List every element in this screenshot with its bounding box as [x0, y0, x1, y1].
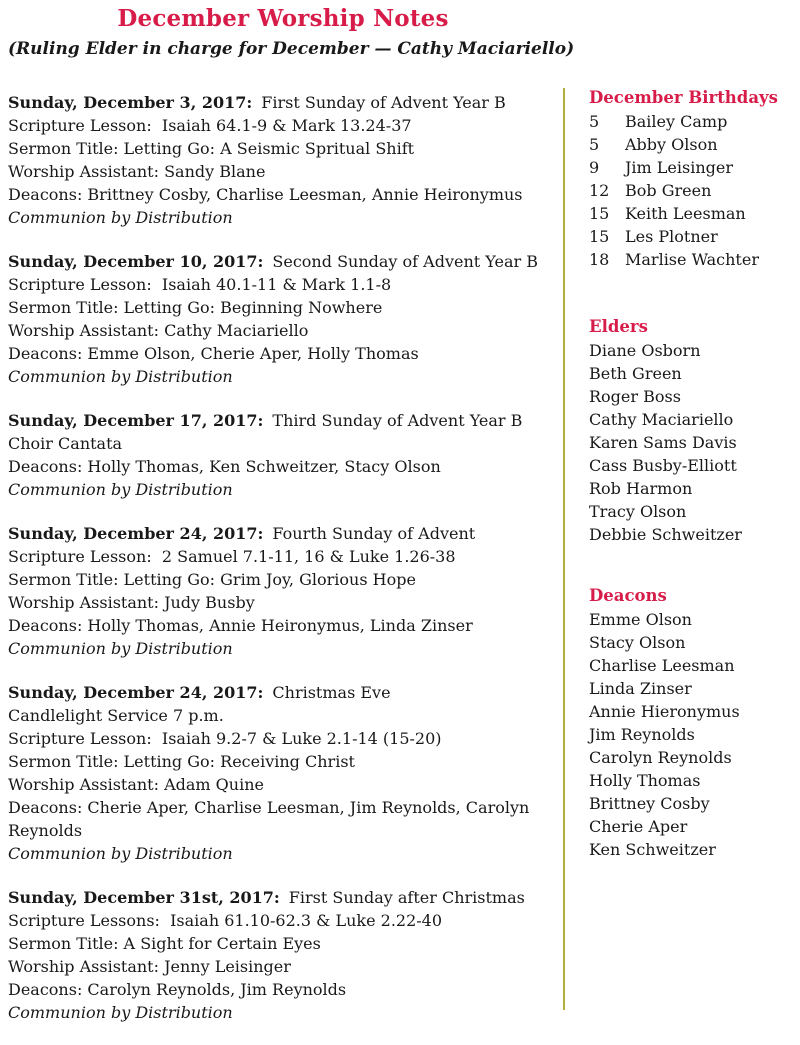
birthday-row — [589, 225, 795, 248]
deacon-name: Holly Thomas — [589, 771, 701, 790]
birthday-name: Marlise Wachter — [625, 250, 759, 269]
service-title: First Sunday of Advent Year B — [261, 93, 506, 112]
elders-heading: Elders — [589, 317, 648, 336]
service-entry — [8, 91, 558, 229]
service-entry — [8, 886, 558, 1024]
service-detail-line: Worship Assistant: Sandy Blane — [8, 162, 266, 181]
service-date: Sunday, December 17, 2017: — [8, 411, 264, 430]
service-detail-line: Sermon Title: Letting Go: Grim Joy, Glorious Hope — [8, 570, 416, 589]
deacon-name: Linda Zinser — [589, 679, 692, 698]
deacon-name: Carolyn Reynolds — [589, 748, 732, 767]
service-entry — [8, 522, 558, 660]
birthdays-heading: December Birthdays — [589, 88, 778, 107]
service-detail-line: Sermon Title: Letting Go: A Seismic Spritual Shift — [8, 139, 415, 158]
service-detail-line: Worship Assistant: Cathy Maciariello — [8, 321, 309, 340]
service-title: Third Sunday of Advent Year B — [272, 411, 523, 430]
service-detail-line: Candlelight Service 7 p.m. — [8, 706, 224, 725]
column-divider-rule — [563, 88, 565, 1010]
service-entry — [8, 409, 558, 501]
service-detail-line: Scripture Lesson: Isaiah 9.2-7 & Luke 2.1-14 (15-20) — [8, 729, 442, 748]
service-heading — [8, 681, 558, 704]
service-detail-line: Deacons: Brittney Cosby, Charlise Leesman, Annie Heironymus — [8, 185, 523, 204]
birthdays-section — [589, 86, 795, 271]
service-title: Fourth Sunday of Advent — [272, 524, 476, 543]
service-heading — [8, 409, 558, 432]
deacon-name: Cherie Aper — [589, 817, 688, 836]
elder-name: Roger Boss — [589, 387, 681, 406]
deacon-name: Ken Schweitzer — [589, 840, 716, 859]
deacon-name: Brittney Cosby — [589, 794, 710, 813]
communion-note: Communion by Distribution — [8, 844, 233, 863]
deacons-section — [589, 584, 795, 861]
communion-note: Communion by Distribution — [8, 367, 233, 386]
service-date: Sunday, December 10, 2017: — [8, 252, 264, 271]
sidebar — [589, 86, 795, 861]
communion-note: Communion by Distribution — [8, 1003, 233, 1022]
page-subtitle: (Ruling Elder in charge for December — Cathy Maciariello) — [8, 39, 575, 59]
birthday-row — [589, 110, 795, 133]
birthday-name: Jim Leisinger — [625, 158, 733, 177]
service-entry — [8, 250, 558, 388]
birthday-row — [589, 156, 795, 179]
birthday-day: 18 — [589, 250, 610, 269]
birthday-row — [589, 248, 795, 271]
elder-name: Diane Osborn — [589, 341, 701, 360]
deacon-name: Stacy Olson — [589, 633, 686, 652]
service-heading — [8, 886, 558, 909]
service-title: Christmas Eve — [272, 683, 391, 702]
service-detail-line: Worship Assistant: Jenny Leisinger — [8, 957, 291, 976]
service-heading — [8, 91, 558, 114]
birthday-row — [589, 179, 795, 202]
birthday-name: Les Plotner — [625, 227, 718, 246]
birthday-day: 15 — [589, 227, 610, 246]
elder-name: Tracy Olson — [589, 502, 687, 521]
elders-section — [589, 315, 795, 546]
service-detail-line: Choir Cantata — [8, 434, 123, 453]
service-detail-line: Scripture Lesson: Isaiah 40.1-11 & Mark 1.1-8 — [8, 275, 392, 294]
service-detail-line: Scripture Lesson: 2 Samuel 7.1-11, 16 & Luke 1.26-38 — [8, 547, 456, 566]
service-heading — [8, 522, 558, 545]
service-date: Sunday, December 31st, 2017: — [8, 888, 280, 907]
birthdays-list — [589, 110, 795, 271]
communion-note: Communion by Distribution — [8, 639, 233, 658]
elder-name: Beth Green — [589, 364, 682, 383]
elder-name: Cathy Maciariello — [589, 410, 734, 429]
service-detail-line: Deacons: Cherie Aper, Charlise Leesman, Jim Reynolds, Carolyn Reynolds — [8, 798, 535, 840]
birthday-day: 15 — [589, 204, 610, 223]
elder-name: Cass Busby-Elliott — [589, 456, 737, 475]
communion-note: Communion by Distribution — [8, 208, 233, 227]
services-list — [8, 91, 558, 1024]
service-title: Second Sunday of Advent Year B — [272, 252, 538, 271]
birthday-day: 5 — [589, 135, 600, 154]
service-detail-line: Scripture Lessons: Isaiah 61.10-62.3 & Luke 2.22-40 — [8, 911, 443, 930]
service-detail-line: Sermon Title: A Sight for Certain Eyes — [8, 934, 321, 953]
service-entry — [8, 681, 558, 865]
birthday-day: 5 — [589, 112, 600, 131]
elders-list — [589, 339, 795, 546]
elder-name: Karen Sams Davis — [589, 433, 737, 452]
birthday-name: Abby Olson — [625, 135, 718, 154]
birthday-name: Bob Green — [625, 181, 712, 200]
deacons-list — [589, 608, 795, 861]
service-detail-line: Worship Assistant: Adam Quine — [8, 775, 264, 794]
communion-note: Communion by Distribution — [8, 480, 233, 499]
elder-name: Debbie Schweitzer — [589, 525, 742, 544]
deacon-name: Emme Olson — [589, 610, 692, 629]
service-detail-line: Deacons: Holly Thomas, Ken Schweitzer, Stacy Olson — [8, 457, 441, 476]
service-detail-line: Deacons: Holly Thomas, Annie Heironymus, Linda Zinser — [8, 616, 473, 635]
service-detail-line: Scripture Lesson: Isaiah 64.1-9 & Mark 13.24-37 — [8, 116, 412, 135]
service-detail-line: Deacons: Emme Olson, Cherie Aper, Holly Thomas — [8, 344, 419, 363]
service-date: Sunday, December 24, 2017: — [8, 683, 264, 702]
service-date: Sunday, December 24, 2017: — [8, 524, 264, 543]
service-detail-line: Sermon Title: Letting Go: Receiving Christ — [8, 752, 355, 771]
deacon-name: Charlise Leesman — [589, 656, 735, 675]
birthday-day: 12 — [589, 181, 610, 200]
page-title: December Worship Notes — [117, 5, 449, 32]
deacon-name: Annie Hieronymus — [589, 702, 740, 721]
birthday-name: Bailey Camp — [625, 112, 728, 131]
birthday-row — [589, 202, 795, 225]
deacon-name: Jim Reynolds — [589, 725, 695, 744]
deacons-heading: Deacons — [589, 586, 667, 605]
service-detail-line: Sermon Title: Letting Go: Beginning Nowhere — [8, 298, 383, 317]
service-detail-line: Deacons: Carolyn Reynolds, Jim Reynolds — [8, 980, 347, 999]
elder-name: Rob Harmon — [589, 479, 693, 498]
birthday-name: Keith Leesman — [625, 204, 746, 223]
worship-notes-column — [8, 5, 575, 1045]
service-heading — [8, 250, 558, 273]
service-title: First Sunday after Christmas — [288, 888, 525, 907]
birthday-day: 9 — [589, 158, 600, 177]
service-date: Sunday, December 3, 2017: — [8, 93, 253, 112]
birthday-row — [589, 133, 795, 156]
service-detail-line: Worship Assistant: Judy Busby — [8, 593, 255, 612]
